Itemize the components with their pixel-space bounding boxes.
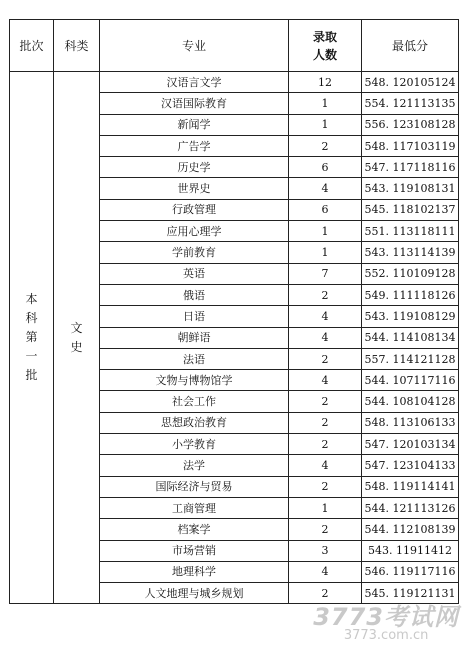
header-count bbox=[289, 20, 362, 72]
count-cell: 2 bbox=[289, 583, 362, 604]
min-score-cell: 544. 108104128 bbox=[362, 391, 459, 412]
min-score-cell: 543. 11911412 bbox=[362, 540, 459, 561]
header-count-line2: 人数 bbox=[312, 47, 337, 62]
min-score-cell: 546. 119117116 bbox=[362, 561, 459, 582]
major-cell: 汉语国际教育 bbox=[100, 93, 289, 114]
watermark-brand: 3773考试网 bbox=[313, 603, 459, 631]
min-score-cell: 552. 110109128 bbox=[362, 263, 459, 284]
min-score-cell: 548. 119114141 bbox=[362, 476, 459, 497]
min-score-cell: 544. 114108134 bbox=[362, 327, 459, 348]
min-score-cell: 545. 118102137 bbox=[362, 199, 459, 220]
major-cell: 汉语言文学 bbox=[100, 72, 289, 93]
min-score-cell: 543. 119108131 bbox=[362, 178, 459, 199]
min-score-cell: 545. 119121131 bbox=[362, 583, 459, 604]
category-char: 文 bbox=[70, 320, 83, 335]
major-cell: 小学教育 bbox=[100, 434, 289, 455]
major-cell: 市场营销 bbox=[100, 540, 289, 561]
min-score-cell: 549. 111118126 bbox=[362, 284, 459, 305]
major-cell: 世界史 bbox=[100, 178, 289, 199]
header-row bbox=[10, 20, 459, 72]
count-cell: 3 bbox=[289, 540, 362, 561]
major-cell: 学前教育 bbox=[100, 242, 289, 263]
table-row bbox=[10, 72, 459, 93]
header-min-score: 最低分 bbox=[362, 20, 459, 72]
major-cell: 地理科学 bbox=[100, 561, 289, 582]
major-cell: 文物与博物馆学 bbox=[100, 370, 289, 391]
batch-char: 批 bbox=[25, 368, 38, 383]
min-score-cell: 543. 113114139 bbox=[362, 242, 459, 263]
min-score-cell: 544. 121113126 bbox=[362, 497, 459, 518]
major-cell: 俄语 bbox=[100, 284, 289, 305]
count-cell: 2 bbox=[289, 434, 362, 455]
major-cell: 行政管理 bbox=[100, 199, 289, 220]
min-score-cell: 543. 119108129 bbox=[362, 306, 459, 327]
admission-table bbox=[9, 19, 459, 604]
major-cell: 英语 bbox=[100, 263, 289, 284]
major-cell: 历史学 bbox=[100, 157, 289, 178]
count-cell: 12 bbox=[289, 72, 362, 93]
header-category: 科类 bbox=[54, 20, 100, 72]
min-score-cell: 544. 112108139 bbox=[362, 519, 459, 540]
batch-char: 科 bbox=[25, 311, 38, 326]
count-cell: 1 bbox=[289, 242, 362, 263]
min-score-cell: 548. 113106133 bbox=[362, 412, 459, 433]
major-cell: 广告学 bbox=[100, 135, 289, 156]
header-batch: 批次 bbox=[10, 20, 54, 72]
major-cell: 思想政治教育 bbox=[100, 412, 289, 433]
batch-char: 一 bbox=[25, 349, 38, 364]
min-score-cell: 548. 117103119 bbox=[362, 135, 459, 156]
count-cell: 2 bbox=[289, 391, 362, 412]
count-cell: 6 bbox=[289, 157, 362, 178]
major-cell: 国际经济与贸易 bbox=[100, 476, 289, 497]
count-cell: 4 bbox=[289, 370, 362, 391]
major-cell: 工商管理 bbox=[100, 497, 289, 518]
watermark-url: 3773.com.cn bbox=[343, 628, 429, 643]
major-cell: 新闻学 bbox=[100, 114, 289, 135]
count-cell: 2 bbox=[289, 476, 362, 497]
count-cell: 6 bbox=[289, 199, 362, 220]
min-score-cell: 551. 113118111 bbox=[362, 221, 459, 242]
min-score-cell: 554. 121113135 bbox=[362, 93, 459, 114]
count-cell: 2 bbox=[289, 412, 362, 433]
count-cell: 4 bbox=[289, 178, 362, 199]
count-cell: 4 bbox=[289, 561, 362, 582]
major-cell: 日语 bbox=[100, 306, 289, 327]
major-cell: 法学 bbox=[100, 455, 289, 476]
count-cell: 2 bbox=[289, 519, 362, 540]
count-cell: 1 bbox=[289, 221, 362, 242]
count-cell: 2 bbox=[289, 284, 362, 305]
major-cell: 人文地理与城乡规划 bbox=[100, 583, 289, 604]
min-score-cell: 547. 123104133 bbox=[362, 455, 459, 476]
major-cell: 档案学 bbox=[100, 519, 289, 540]
min-score-cell: 544. 107117116 bbox=[362, 370, 459, 391]
batch-char: 本 bbox=[25, 292, 38, 307]
count-cell: 7 bbox=[289, 263, 362, 284]
major-cell: 社会工作 bbox=[100, 391, 289, 412]
count-cell: 4 bbox=[289, 306, 362, 327]
header-major: 专业 bbox=[100, 20, 289, 72]
min-score-cell: 547. 117118116 bbox=[362, 157, 459, 178]
count-cell: 1 bbox=[289, 114, 362, 135]
count-cell: 4 bbox=[289, 327, 362, 348]
min-score-cell: 556. 123108128 bbox=[362, 114, 459, 135]
major-cell: 法语 bbox=[100, 348, 289, 369]
min-score-cell: 557. 114121128 bbox=[362, 348, 459, 369]
major-cell: 朝鲜语 bbox=[100, 327, 289, 348]
batch-char: 第 bbox=[25, 330, 38, 345]
batch-cell bbox=[10, 72, 54, 604]
count-cell: 1 bbox=[289, 93, 362, 114]
major-cell: 应用心理学 bbox=[100, 221, 289, 242]
count-cell: 2 bbox=[289, 135, 362, 156]
count-cell: 4 bbox=[289, 455, 362, 476]
min-score-cell: 547. 120103134 bbox=[362, 434, 459, 455]
category-char: 史 bbox=[70, 339, 83, 354]
count-cell: 1 bbox=[289, 497, 362, 518]
category-cell bbox=[54, 72, 100, 604]
count-cell: 2 bbox=[289, 348, 362, 369]
min-score-cell: 548. 120105124 bbox=[362, 72, 459, 93]
header-count-line1: 录取 bbox=[312, 29, 337, 44]
